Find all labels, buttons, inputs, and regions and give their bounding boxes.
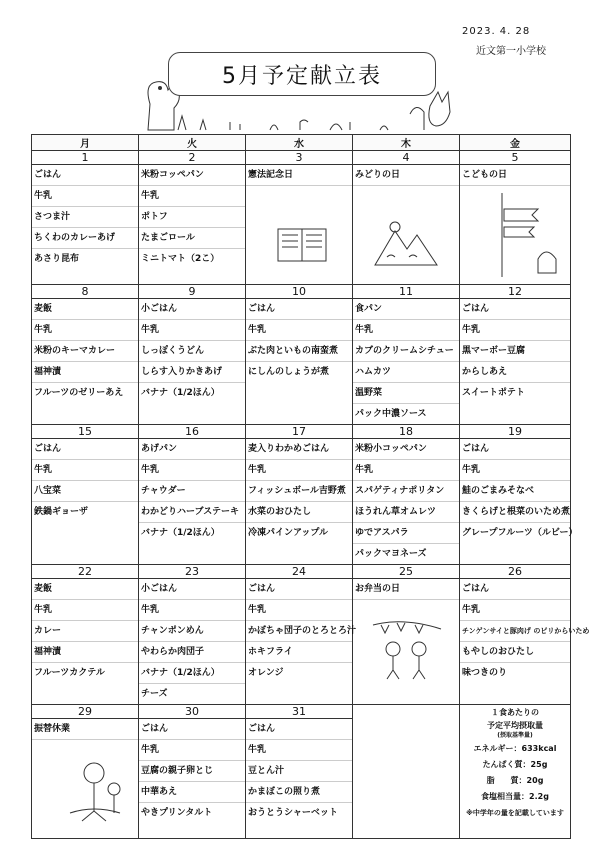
- day-menu: [32, 719, 138, 740]
- day-number: 18: [353, 425, 460, 439]
- menu-item: パックマヨネーズ: [355, 549, 427, 559]
- day-number: 31: [246, 705, 353, 719]
- menu-item: チーズ: [141, 689, 168, 699]
- menu-item: 牛乳: [460, 460, 570, 481]
- menu-item: 水菜のおひたし: [246, 502, 352, 523]
- weekday-header: 月: [32, 135, 139, 151]
- menu-item: 麦入りわかめごはん: [246, 439, 352, 460]
- page-title: 5月予定献立表: [222, 64, 382, 89]
- menu-item: おうとうシャーベット: [248, 808, 338, 818]
- menu-item: 牛乳: [246, 600, 352, 621]
- menu-item: 牛乳: [246, 320, 352, 341]
- menu-item: 牛乳: [139, 186, 245, 207]
- menu-item: あげパン: [139, 439, 245, 460]
- nutrition-title: 予定平均摂取量: [487, 721, 543, 730]
- menu-item: バナナ（1/2ほん）: [139, 663, 245, 684]
- menu-item: 小ごはん: [139, 299, 245, 320]
- menu-item: ホキフライ: [246, 642, 352, 663]
- menu-item: 中華あえ: [139, 782, 245, 803]
- nutrition-footnote: ※中学年の量を記載しています: [466, 809, 564, 817]
- menu-item: 麦飯: [32, 299, 138, 320]
- title-banner: [168, 52, 436, 96]
- day-number: 4: [353, 151, 460, 165]
- nutrition-protein: たんぱく質：25g: [482, 760, 548, 769]
- menu-item: ごはん: [460, 579, 570, 600]
- day-number: 9: [139, 285, 246, 299]
- menu-item: スイートポテト: [462, 388, 525, 398]
- menu-item: かまぼこの照り煮: [246, 782, 352, 803]
- menu-item: カブのクリームシチュー: [353, 341, 459, 362]
- mountain-illustration: [373, 217, 439, 269]
- day-menu: [353, 439, 459, 564]
- menu-item: オレンジ: [248, 668, 284, 678]
- day-menu: [353, 165, 459, 186]
- children-picnic-illustration: [371, 615, 443, 681]
- menu-item: ごはん: [460, 439, 570, 460]
- menu-item: 鮭のごまみそなべ: [460, 481, 570, 502]
- menu-item: ぶた肉といもの南蛮煮: [246, 341, 352, 362]
- menu-item: 牛乳: [246, 460, 352, 481]
- day-menu: [139, 165, 245, 269]
- menu-item: ごはん: [32, 165, 138, 186]
- menu-item: パック中濃ソース: [355, 409, 427, 419]
- menu-item: ごはん: [246, 719, 352, 740]
- day-number: 19: [460, 425, 571, 439]
- menu-item: グレープフルーツ（ルビー）: [462, 528, 578, 538]
- menu-item: 麦飯: [32, 579, 138, 600]
- day-number: 16: [139, 425, 246, 439]
- menu-item: あさり昆布: [34, 254, 80, 264]
- menu-item: しっぽくうどん: [139, 341, 245, 362]
- day-number: 24: [246, 565, 353, 579]
- menu-item: さつま汁: [32, 207, 138, 228]
- menu-item: きくらげと根菜のいため煮: [460, 502, 570, 523]
- day-menu: [139, 579, 245, 704]
- menu-item: 福神漬: [32, 642, 138, 663]
- menu-item: ハムカツ: [353, 362, 459, 383]
- holiday-label: みどりの日: [353, 165, 459, 186]
- menu-item: 豆とん汁: [246, 761, 352, 782]
- menu-item: スパゲティナポリタン: [353, 481, 459, 502]
- menu-item: ポトフ: [139, 207, 245, 228]
- menu-item: やきプリンタルト: [141, 808, 213, 818]
- day-number: 29: [32, 705, 139, 719]
- menu-item: 小ごはん: [139, 579, 245, 600]
- day-menu: [246, 165, 352, 186]
- menu-item: 牛乳: [353, 320, 459, 341]
- menu-item: からしあえ: [460, 362, 570, 383]
- menu-item: チンゲンサイと豚肉げ のピリからいため: [460, 621, 570, 642]
- nutrition-summary: [460, 703, 570, 840]
- menu-item: 牛乳: [139, 740, 245, 761]
- day-menu: [246, 579, 357, 683]
- day-menu: [460, 165, 570, 186]
- menu-item: ごはん: [32, 439, 138, 460]
- day-number: 12: [460, 285, 571, 299]
- day-menu: [353, 299, 459, 424]
- day-number: 26: [460, 565, 571, 579]
- menu-item: 味つきのり: [462, 668, 508, 678]
- holiday-label: 振替休業: [32, 719, 138, 740]
- day-menu: [246, 439, 352, 543]
- menu-item: 牛乳: [32, 460, 138, 481]
- menu-item: チャウダー: [139, 481, 245, 502]
- menu-item: 牛乳: [460, 600, 570, 621]
- day-menu: [139, 719, 245, 823]
- kids-playing-illustration: [64, 759, 126, 825]
- menu-item: ごはん: [246, 299, 352, 320]
- menu-item: ほうれん草オムレツ: [353, 502, 459, 523]
- nutrition-note-small: (摂取基準量): [497, 732, 533, 739]
- menu-item: たまごロール: [139, 228, 245, 249]
- menu-item: 米粉小コッペパン: [353, 439, 459, 460]
- menu-item: チャンポンめん: [139, 621, 245, 642]
- menu-item: バナナ（1/2ほん）: [141, 388, 220, 398]
- menu-item: 牛乳: [32, 320, 138, 341]
- menu-item: ごはん: [139, 719, 245, 740]
- carp-streamer-illustration: [482, 189, 562, 279]
- weekday-header: 木: [353, 135, 460, 151]
- day-menu: [32, 579, 138, 683]
- day-number: 22: [32, 565, 139, 579]
- menu-item: ミニトマト（2こ）: [141, 254, 220, 264]
- day-menu: [139, 439, 245, 543]
- menu-item: 豆腐の親子卵とじ: [139, 761, 245, 782]
- menu-item: 冷凍パインアップル: [248, 528, 329, 538]
- day-number: 15: [32, 425, 139, 439]
- menu-item: しらす入りかきあげ: [139, 362, 245, 383]
- holiday-label: お弁当の日: [353, 579, 459, 600]
- menu-item: 牛乳: [139, 320, 245, 341]
- menu-item: ごはん: [246, 579, 352, 600]
- menu-item: 牛乳: [139, 460, 245, 481]
- day-number: 1: [32, 151, 139, 165]
- menu-item: かぼちゃ団子のとろとろ汁: [246, 621, 352, 642]
- nutrition-energy: エネルギー：633kcal: [473, 744, 557, 753]
- weekday-header: 水: [246, 135, 353, 151]
- holiday-label: こどもの日: [460, 165, 570, 186]
- nutrition-title: １食あたりの: [491, 708, 539, 717]
- menu-item: バナナ（1/2ほん）: [141, 528, 220, 538]
- book-illustration: [274, 223, 330, 265]
- menu-item: やわらか肉団子: [139, 642, 245, 663]
- weekday-header: 火: [139, 135, 246, 151]
- menu-calendar: [31, 134, 590, 839]
- menu-item: 温野菜: [353, 383, 459, 404]
- menu-item: 牛乳: [460, 320, 570, 341]
- day-menu: [246, 299, 352, 382]
- menu-item: 牛乳: [32, 186, 138, 207]
- day-menu: [32, 165, 138, 269]
- menu-item: 米粉コッペパン: [139, 165, 245, 186]
- menu-item: フルーツカクテル: [34, 668, 105, 678]
- menu-item: 福神漬: [32, 362, 138, 383]
- menu-item: 牛乳: [353, 460, 459, 481]
- day-menu: [32, 439, 138, 522]
- menu-item: 牛乳: [246, 740, 352, 761]
- day-number: 8: [32, 285, 139, 299]
- day-number: 5: [460, 151, 571, 165]
- day-menu: [32, 299, 138, 403]
- menu-item: フィッシュボール吉野煮: [246, 481, 352, 502]
- menu-item: ちくわのカレーあげ: [32, 228, 138, 249]
- header-date: 2023. 4. 28: [462, 26, 531, 37]
- menu-item: もやしのおひたし: [460, 642, 570, 663]
- day-number: 2: [139, 151, 246, 165]
- menu-item: にしんのしょうが煮: [248, 367, 330, 377]
- day-menu: [139, 299, 245, 403]
- day-number: 11: [353, 285, 460, 299]
- day-number: 30: [139, 705, 246, 719]
- menu-item: ごはん: [460, 299, 570, 320]
- menu-item: 牛乳: [32, 600, 138, 621]
- day-menu: [246, 719, 352, 823]
- day-number: 25: [353, 565, 460, 579]
- day-number: 17: [246, 425, 353, 439]
- day-menu: [460, 579, 590, 683]
- day-number: 3: [246, 151, 353, 165]
- school-name: 近文第一小学校: [476, 46, 546, 57]
- nutrition-fat: 脂 質：20g: [486, 776, 544, 785]
- menu-item: カレー: [32, 621, 138, 642]
- menu-item: 米粉のキーマカレー: [32, 341, 138, 362]
- menu-item: 食パン: [353, 299, 459, 320]
- menu-item: フルーツのゼリーあえ: [34, 388, 124, 398]
- nutrition-salt: 食塩相当量：2.2g: [481, 792, 549, 801]
- day-menu: [353, 579, 459, 600]
- holiday-label: 憲法記念日: [246, 165, 352, 186]
- day-menu: [460, 299, 570, 403]
- menu-item: ゆでアスパラ: [353, 523, 459, 544]
- menu-item: 八宝菜: [32, 481, 138, 502]
- day-number: 10: [246, 285, 353, 299]
- menu-item: 牛乳: [139, 600, 245, 621]
- weekday-header: 金: [460, 135, 571, 151]
- menu-item: 黒マーボー豆腐: [460, 341, 570, 362]
- menu-item: わかどりハーブステーキ: [139, 502, 245, 523]
- day-menu: [460, 439, 578, 543]
- day-number: 23: [139, 565, 246, 579]
- menu-item: 鉄鍋ギョーザ: [34, 507, 89, 517]
